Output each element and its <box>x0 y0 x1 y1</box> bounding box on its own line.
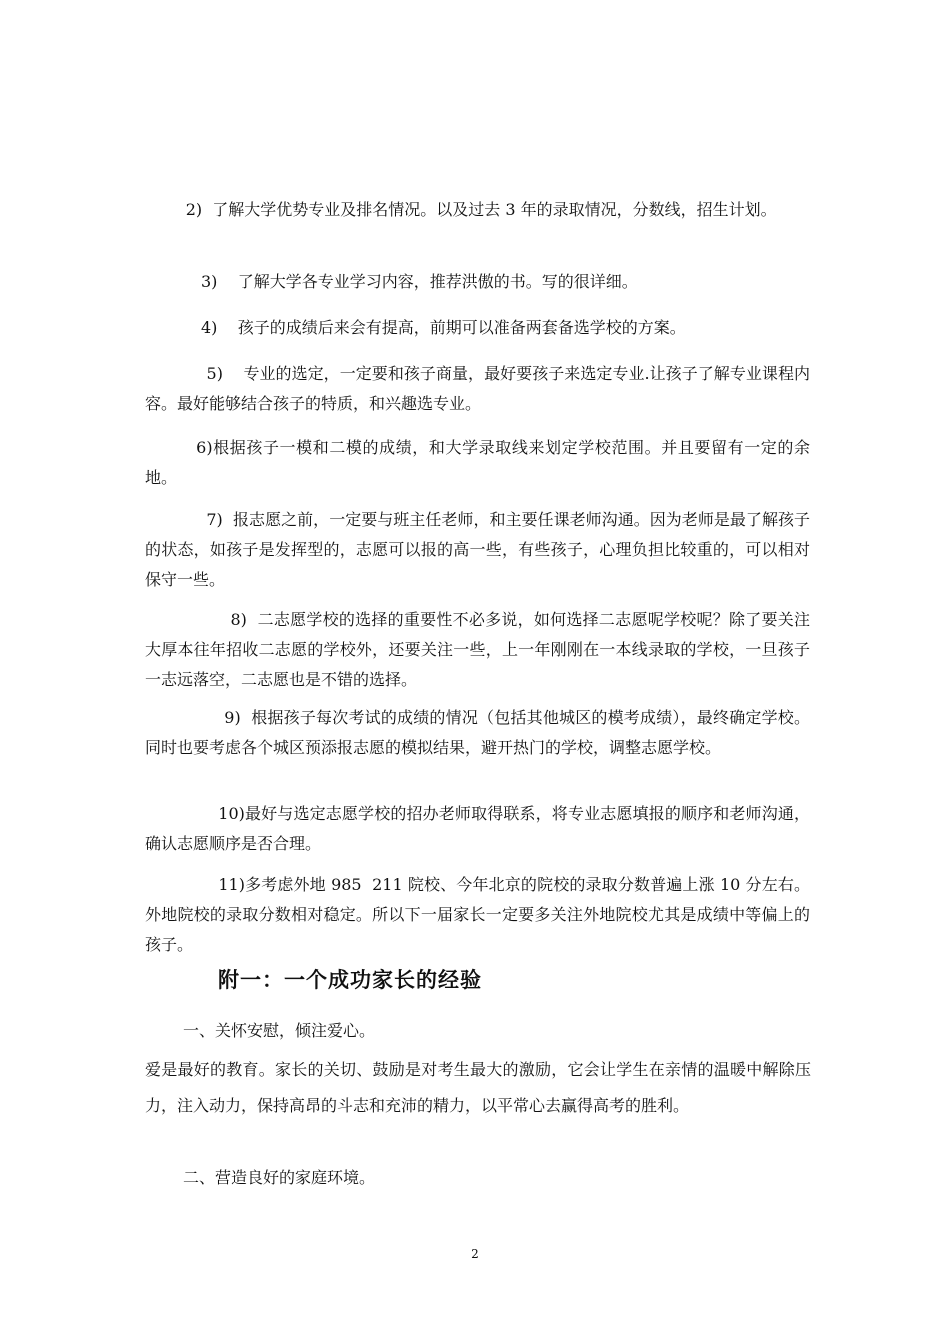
point-2-title: 二、营造良好的家庭环境。 <box>183 1168 376 1187</box>
page-number: 2 <box>471 1247 479 1261</box>
point-1-title: 一、关怀安慰，倾注爱心。 <box>183 1021 376 1040</box>
list-item-9: 9) 根据孩子每次考试的成绩的情况（包括其他城区的模考成绩），最终确定学校。同时也要考虑各个城区预添报志愿的模拟结果，避开热门的学校，调整志愿学校。 <box>145 708 810 757</box>
list-item-7: 7) 报志愿之前，一定要与班主任老师，和主要任课老师沟通。因为老师是最了解孩子的状态，如孩子是发挥型的，志愿可以报的高一些，有些孩子，心理负担比较重的，可以相对保守一些。 <box>145 510 810 589</box>
list-item-4: 4) 孩子的成绩后来会有提高，前期可以准备两套备选学校的方案。 <box>145 318 686 337</box>
list-item-6: 6)根据孩子一模和二模的成绩，和大学录取线来划定学校范围。并且要留有一定的余地。 <box>145 438 810 487</box>
list-item-3: 3) 了解大学各专业学习内容，推荐洪傲的书。写的很详细。 <box>145 272 638 291</box>
list-item-8: 8) 二志愿学校的选择的重要性不必多说，如何选择二志愿呢学校呢？除了要关注大厚本往年招收二志愿的学校外，还要关注一些，上一年刚刚在一本线录取的学校，一旦孩子一志远落空，二志愿也是不错的选择。 <box>145 610 810 689</box>
list-item-10: 10)最好与选定志愿学校的招办老师取得联系，将专业志愿填报的顺序和老师沟通，确认志愿顺序是否合理。 <box>145 804 811 853</box>
list-item-2: 2) 了解大学优势专业及排名情况。以及过去 3 年的录取情况，分数线，招生计划。 <box>145 200 777 219</box>
list-item-5: 5) 专业的选定，一定要和孩子商量，最好要孩子来选定专业.让孩子了解专业课程内容。最好能够结合孩子的特质，和兴趣选专业。 <box>145 364 810 413</box>
appendix-heading: 附一：一个成功家长的经验 <box>218 967 482 992</box>
point-1-body: 爱是最好的教育。家长的关切、鼓励是对考生最大的激励，它会让学生在亲情的温暖中解除压力，注入动力，保持高昂的斗志和充沛的精力，以平常心去赢得高考的胜利。 <box>145 1060 811 1115</box>
list-item-11: 11)多考虑外地 985 211 院校、今年北京的院校的录取分数普遍上涨 10 分左右。外地院校的录取分数相对稳定。所以下一届家长一定要多关注外地院校尤其是成绩中等偏上的孩子。 <box>145 875 811 954</box>
